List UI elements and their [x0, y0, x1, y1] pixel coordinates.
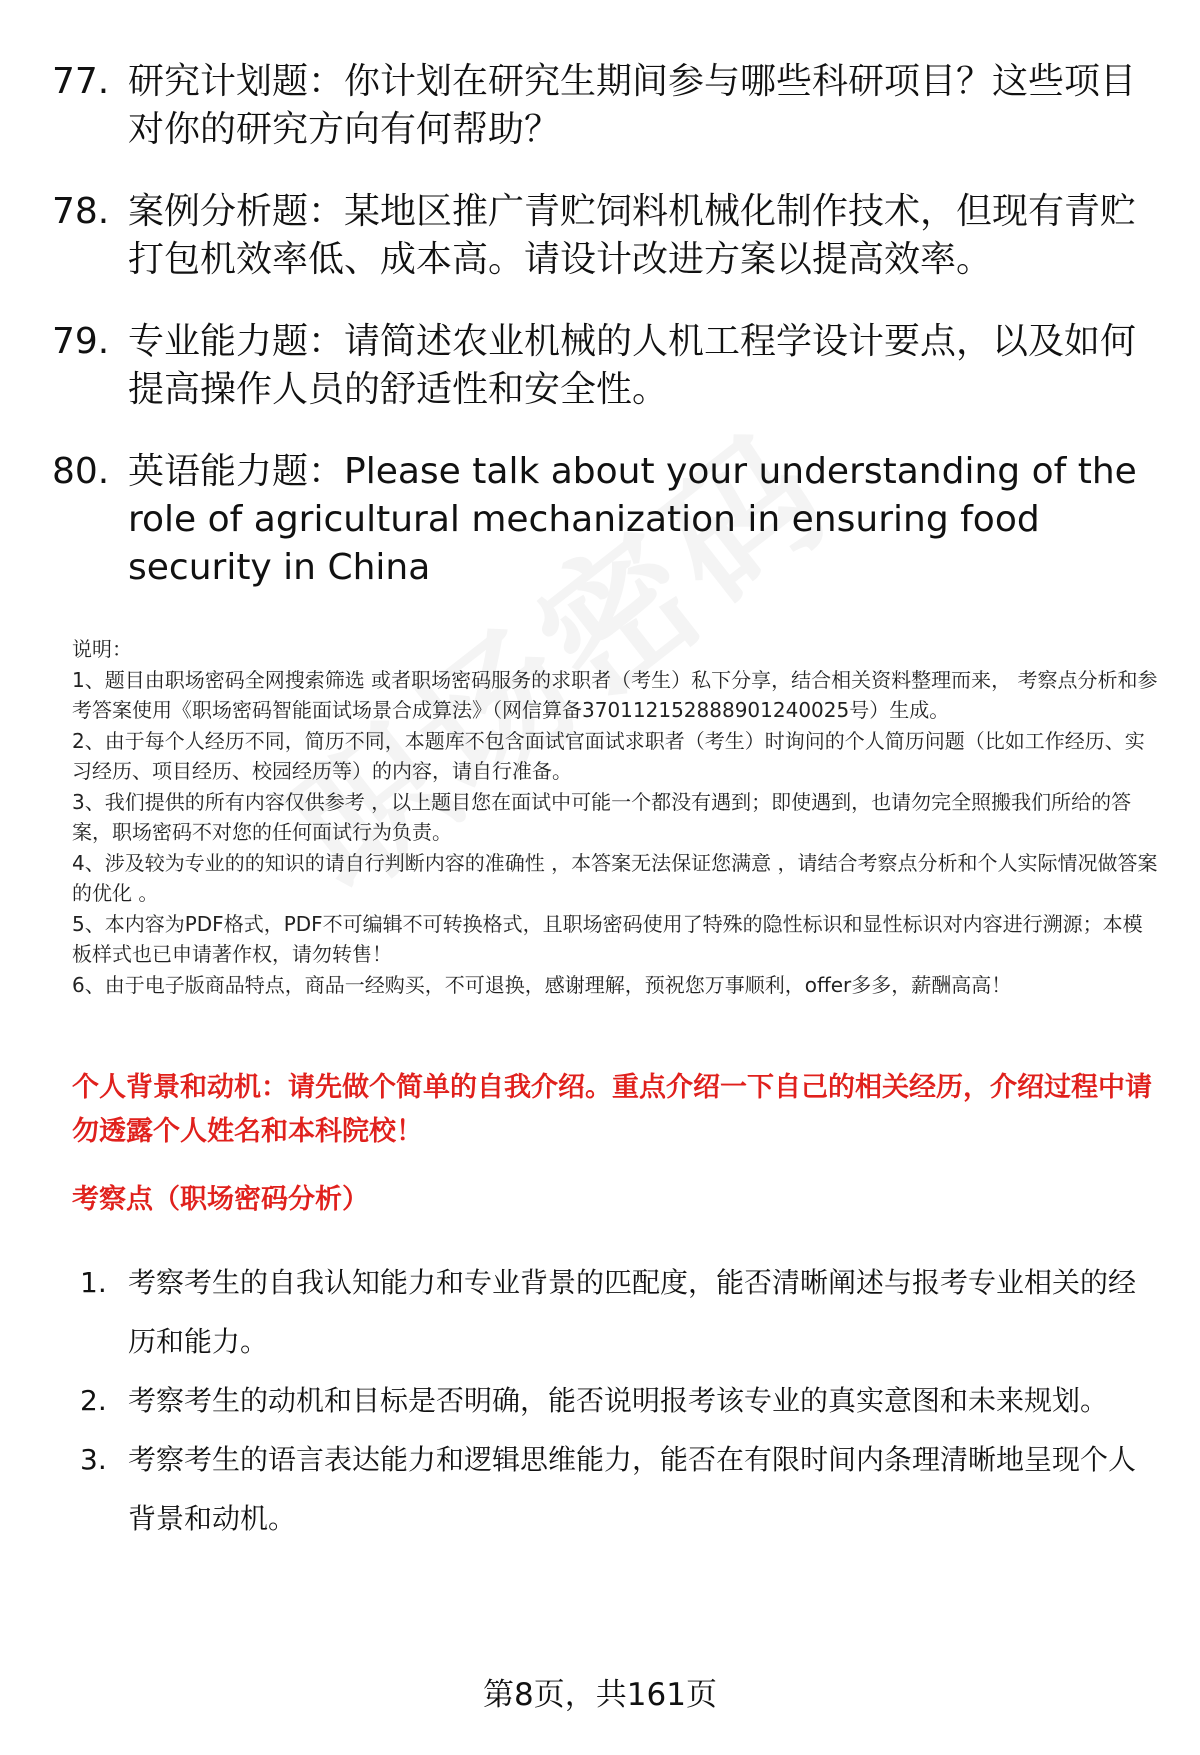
- point-text: 考察考生的语言表达能力和逻辑思维能力，能否在有限时间内条理清晰地呈现个人背景和动机。: [128, 1443, 1137, 1535]
- question-item: [52, 448, 1162, 592]
- analysis-point: [80, 1253, 1160, 1371]
- question-number: 80.: [52, 451, 110, 492]
- question-number: 77.: [52, 61, 110, 102]
- question-number: 79.: [52, 321, 110, 362]
- note-item: 6、由于电子版商品特点，商品一经购买，不可退换，感谢理解，预祝您万事顺利，offer多多，薪酬高高！: [72, 972, 1012, 997]
- note-item: 3、我们提供的所有内容仅供参考 ，以上题目您在面试中可能一个都没有遇到；即使遇到，也请勿完全照搬我们所给的答案，职场密码不对您的任何面试行为负责。: [72, 789, 1132, 844]
- point-text: 考察考生的动机和目标是否明确，能否说明报考该专业的真实意图和未来规划。: [128, 1384, 1109, 1417]
- point-text: 考察考生的自我认知能力和专业背景的匹配度，能否清晰阐述与报考专业相关的经历和能力。: [128, 1266, 1137, 1358]
- page-footer: 第8页，共161页: [483, 1677, 717, 1713]
- note-item: 4、涉及较为专业的的知识的请自行判断内容的准确性 ，本答案无法保证您满意 ，请结合考察点分析和个人实际情况做答案的优化 。: [72, 850, 1158, 905]
- question-number: 78.: [52, 191, 110, 232]
- analysis-point: [80, 1430, 1160, 1548]
- question-text: 案例分析题：某地区推广青贮饲料机械化制作技术，但现有青贮打包机效率低、成本高。请设计改进方案以提高效率。: [128, 191, 1137, 280]
- question-list: [52, 58, 1162, 626]
- section-subheading: 考察点（职场密码分析）: [72, 1184, 369, 1215]
- note-item: 1、题目由职场密码全网搜索筛选 或者职场密码服务的求职者（考生）私下分享，结合相关资料整理而来， 考察点分析和参考答案使用《职场密码智能面试场景合成算法》（网信算备370112152888901240025号）生成。: [72, 667, 1158, 722]
- note-item: 5、本内容为PDF格式，PDF不可编辑不可转换格式，且职场密码使用了特殊的隐性标识和显性标识对内容进行溯源；本模板样式也已申请著作权，请勿转售！: [72, 911, 1143, 966]
- question-text: 专业能力题：请简述农业机械的人机工程学设计要点，以及如何提高操作人员的舒适性和安全性。: [128, 321, 1137, 410]
- analysis-point: [80, 1371, 1160, 1430]
- question-text: 研究计划题：你计划在研究生期间参与哪些科研项目？这些项目对你的研究方向有何帮助？: [128, 61, 1137, 150]
- note-item: 2、由于每个人经历不同，简历不同，本题库不包含面试官面试求职者（考生）时询问的个人简历问题（比如工作经历、实习经历、项目经历、校园经历等）的内容，请自行准备。: [72, 728, 1145, 783]
- analysis-points: [80, 1253, 1160, 1548]
- point-number: 3.: [80, 1443, 107, 1476]
- notes-block: [72, 634, 1162, 1000]
- question-item: [52, 58, 1162, 154]
- question-item: [52, 188, 1162, 284]
- question-item: [52, 318, 1162, 414]
- notes-title: 说明：: [72, 637, 132, 661]
- point-number: 1.: [80, 1266, 107, 1299]
- question-text: 英语能力题：Please talk about your understanding of the role of agricultural mechanization in ensuring food security in China: [128, 451, 1137, 588]
- point-number: 2.: [80, 1384, 107, 1417]
- section-heading: 个人背景和动机：请先做个简单的自我介绍。重点介绍一下自己的相关经历，介绍过程中请勿透露个人姓名和本科院校！: [72, 1072, 1152, 1147]
